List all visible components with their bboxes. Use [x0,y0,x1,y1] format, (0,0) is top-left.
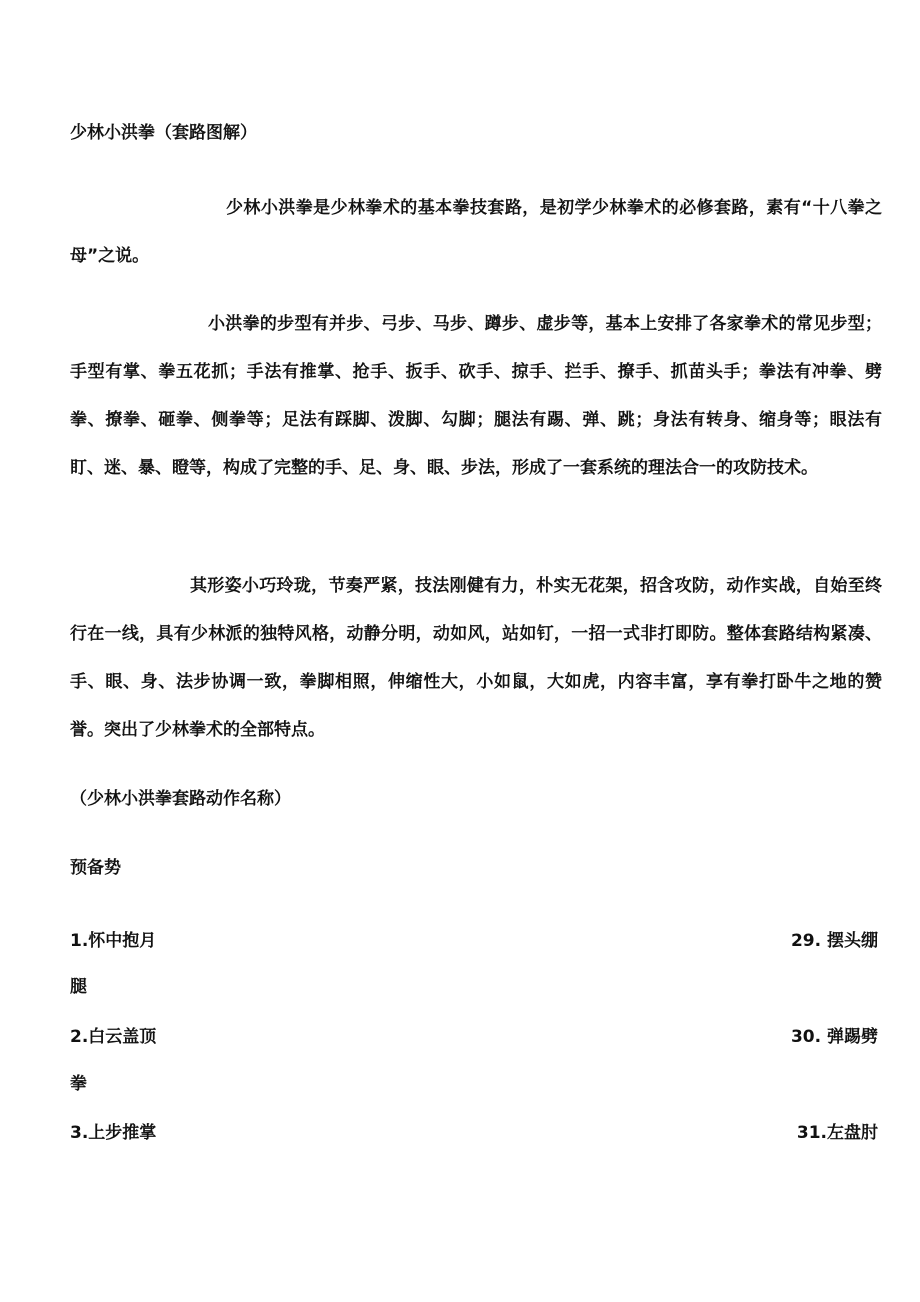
move-item-left-continuation: 拳 [70,1074,87,1094]
move-item-right: 29. 摆头绷 [790,931,878,951]
technique-paragraph: 小洪拳的步型有并步、弓步、马步、蹲步、虚步等，基本上安排了各家拳术的常见步型；手型有掌、拳五花抓；手法有推掌、抢手、扳手、砍手、掠手、拦手、撩手、抓苗头手；拳法有冲拳、劈拳、撩拳、砸拳、侧拳等；足法有踩脚、泼脚、勾脚；腿法有踢、弹、跳；身法有转身、缩身等；眼法有盯、迷、暴、瞪等，构成了完整的手、足、身、眼、步法，形成了一套系统的理法合一的攻防技术。 [70,314,882,478]
move-item-left: 1.怀中抱月 [70,931,157,951]
move-item-right: 31.左盘肘 [796,1123,878,1143]
intro-paragraph: 少林小洪拳是少林拳术的基本拳技套路，是初学少林拳术的必修套路，素有“十八拳之母”之说。 [70,198,882,266]
prep-stance: 预备势 [70,858,121,878]
style-paragraph: 其形姿小巧玲珑，节奏严紧，技法刚健有力，朴实无花架，招含攻防，动作实战，自始至终行在一线，具有少林派的独特风格，动静分明，动如风，站如钉，一招一式非打即防。整体套路结构紧凑、手、眼、身、法步协调一致，拳脚相照，伸缩性大，小如鼠，大如虎，内容丰富，享有拳打卧牛之地的赞誉。突出了少林拳术的全部特点。 [70,576,882,740]
move-item-left: 3.上步推掌 [70,1123,157,1143]
move-item-left-continuation: 腿 [70,977,87,997]
moves-heading: （少林小洪拳套路动作名称） [70,789,291,809]
move-item-right: 30. 弹踢劈 [790,1027,878,1047]
document-title: 少林小洪拳（套路图解） [70,123,257,143]
move-item-left: 2.白云盖顶 [70,1027,157,1047]
